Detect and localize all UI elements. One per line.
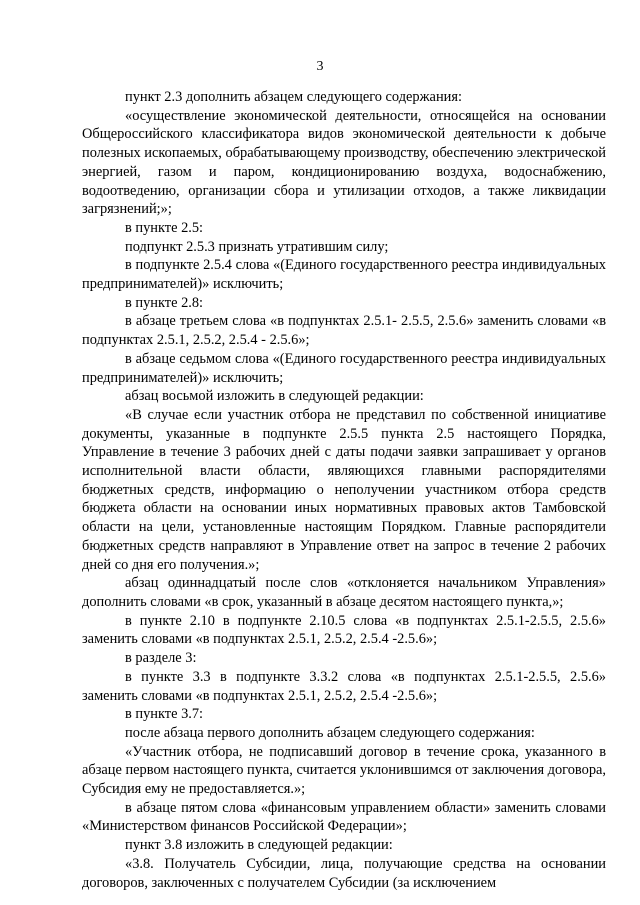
paragraph-3-8-text: «3.8. Получатель Субсидии, лица, получающие средства на основании договоров, заключенных с получателем Субсидии (за исключением [82,855,606,891]
paragraph-section-3: в разделе 3: [125,650,197,667]
paragraph-eighth-abzac: абзац восьмой изложить в следующей редакции: [125,388,424,405]
page-number: 3 [316,59,324,74]
paragraph-in-2-5: в пункте 2.5: [125,219,204,236]
paragraph-seventh-abzac: в абзаце седьмом слова «(Единого государственного реестра индивидуальных предпринимателей)» исключить; [82,350,606,386]
paragraph-2-10-5: в пункте 2.10 в подпункте 2.10.5 слова «в подпунктах 2.5.1-2.5.5, 2.5.6» заменить словами «в подпунктах 2.5.1, 2.5.2, 2.5.4 -2.5.6»; [82,612,606,648]
paragraph-eighth-abzac-text: «В случае если участник отбора не представил по собственной инициативе документы, указанные в подпункте 2.5.5 пункта 2.5 настоящего Порядка, Управление в течение 3 рабочих дней с даты подачи заявки запрашивает у органов исполнительной власти области, являющихся главными распорядителями бюджетных средств, информацию о неполучении участником отбора средств бюджета области на основании иных нормативных правовых актов Тамбовской области на цели, установленные настоящим Порядком. Главные распорядители бюджетных средств направляют в Управление ответ на запрос в течение 2 рабочих дней со дня его получения.»; [82,406,606,573]
paragraph-economic-activity-quote: «осуществление экономической деятельности, относящейся на основании Общероссийского классификатора видов экономической деятельности к добыче полезных ископаемых, обрабатывающему производству, обеспечению электрической энергией, газом и паром, кондиционированию воздуха, водоснабжению, водоотведению, организации сбора и утилизации отходов, а также ликвидации загрязнений;»; [82,107,606,218]
paragraph-2-5-3-void: подпункт 2.5.3 признать утратившим силу; [125,238,389,255]
paragraph-in-3-7: в пункте 3.7: [125,706,204,723]
document-body [82,88,606,892]
paragraph-in-2-8: в пункте 2.8: [125,294,204,311]
paragraph-eleventh-abzac: абзац одиннадцатый после слов «отклоняется начальником Управления» дополнить словами «в срок, указанный в абзаце десятом настоящего пункта,»; [82,575,606,610]
paragraph-third-abzac: в абзаце третьем слова «в подпунктах 2.5.1- 2.5.5, 2.5.6» заменить словами «в подпунктах 2.5.1, 2.5.2, 2.5.4 - 2.5.6»; [82,313,606,349]
paragraph-3-8-new-edition: пункт 3.8 изложить в следующей редакции: [125,837,393,854]
paragraph-participant-quote: «Участник отбора, не подписавший договор в течение срока, указанного в абзаце первом настоящего пункта, считается уклонившимся от заключения договора, Субсидия ему не предоставляется.»; [82,743,606,798]
paragraph-2-3-addition: пункт 2.3 дополнить абзацем следующего содержания: [125,89,462,105]
paragraph-3-3-2: в пункте 3.3 в подпункте 3.3.2 слова «в подпунктах 2.5.1-2.5.5, 2.5.6» заменить словами «в подпунктах 2.5.1, 2.5.2, 2.5.4 -2.5.6»; [82,668,606,704]
paragraph-fifth-abzac: в абзаце пятом слова «финансовым управлением области» заменить словами «Министерством финансов Российской Федерации»; [82,799,606,835]
paragraph-after-first-abzac: после абзаца первого дополнить абзацем следующего содержания: [125,724,535,741]
paragraph-2-5-4-exclude: в подпункте 2.5.4 слова «(Единого государственного реестра индивидуальных предпринимателей)» исключить; [82,257,606,293]
